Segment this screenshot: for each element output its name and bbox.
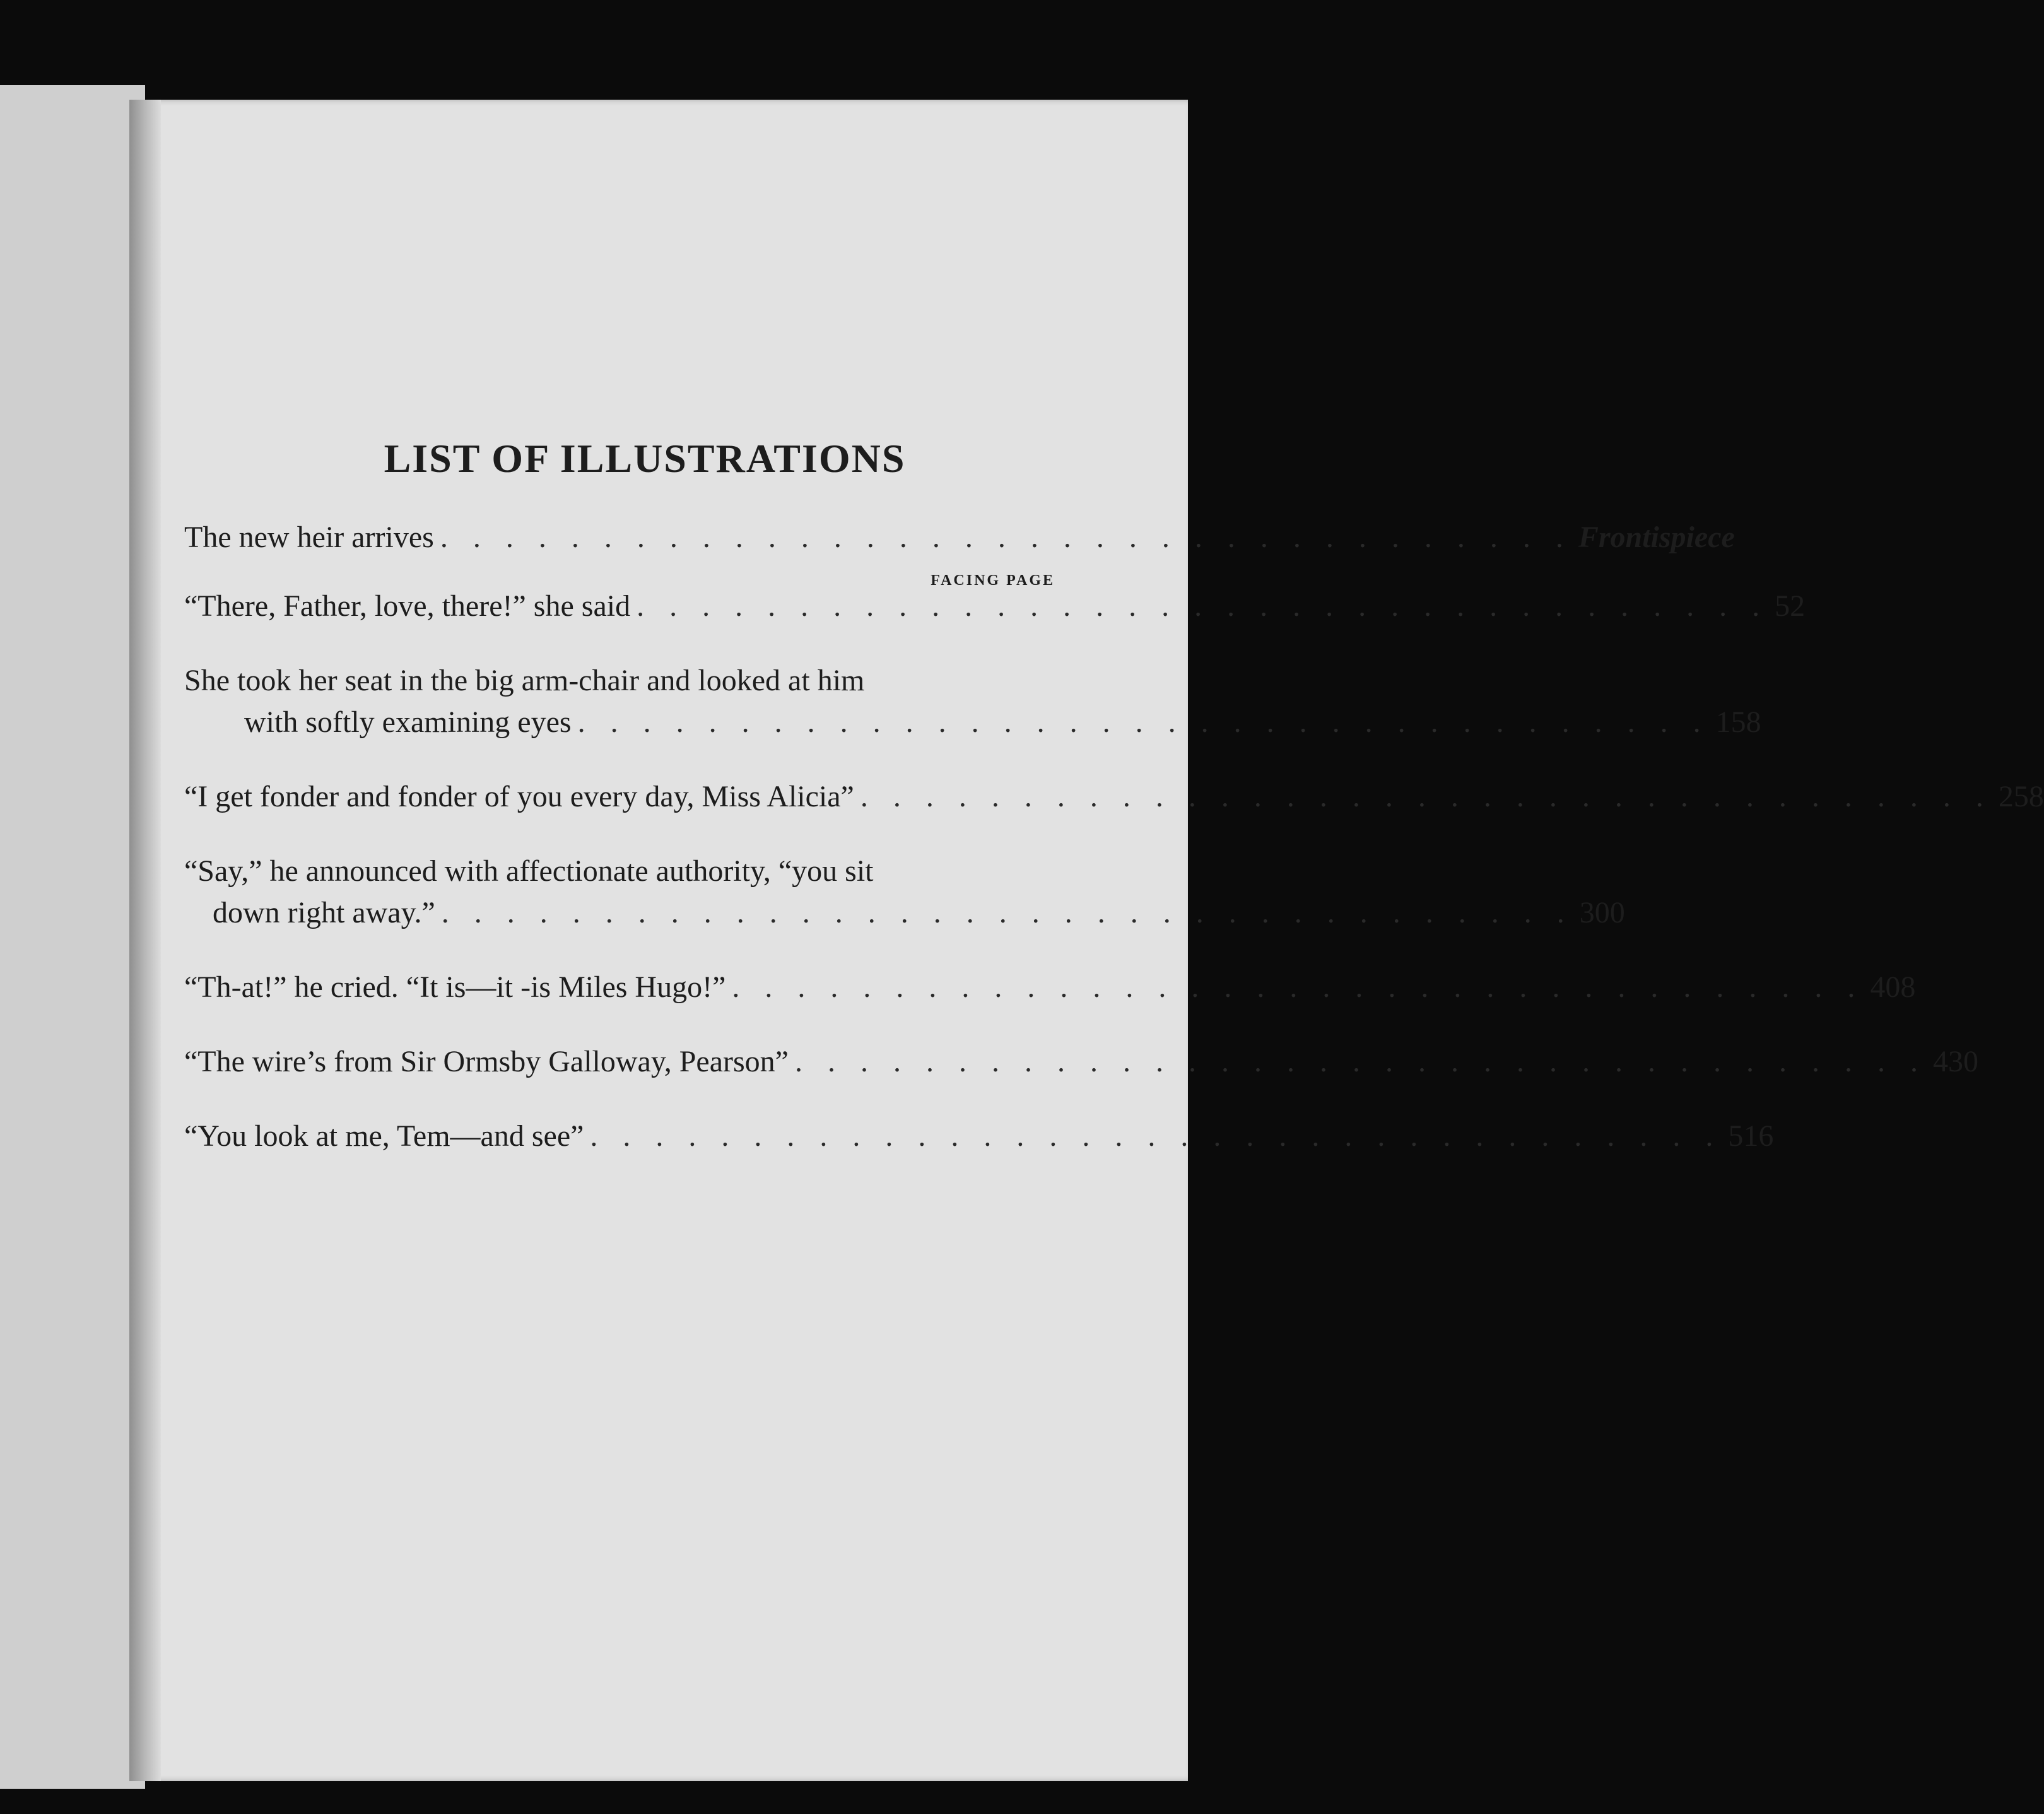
list-entry — [184, 586, 1806, 627]
entry-caption-continued: with softly examining eyes — [244, 705, 572, 739]
entry-caption: She took her seat in the big arm-chair and looked at him — [184, 664, 865, 697]
dot-leader: . . . . . . . . . . . . . . . . . . . . . . . . . . . . . . . . . . . — [440, 521, 1572, 554]
dot-leader: . . . . . . . . . . . . . . . . . . . . . . . . . . . . . . . . . . . — [637, 589, 1769, 623]
dot-leader: . . . . . . . . . . . . . . . . . . . . . . . . . . . . . . . . . . . — [794, 1045, 1927, 1078]
list-entry — [184, 660, 1761, 743]
list-entry — [184, 517, 1735, 558]
dot-leader: . . . . . . . . . . . . . . . . . . . . . . . . . . . . . . . . . . . — [860, 780, 1992, 813]
dot-leader: . . . . . . . . . . . . . . . . . . . . . . . . . . . . . . . . . . . — [577, 705, 1710, 739]
entry-page: 430 — [1932, 1045, 1978, 1078]
entry-page: 258 — [1998, 780, 2044, 813]
entry-caption: “I get fonder and fonder of you every day, Miss Alicia” — [184, 780, 854, 813]
page-edge-left — [0, 85, 145, 1789]
entry-page: 300 — [1579, 896, 1625, 929]
list-entry — [184, 1041, 1978, 1083]
list-entry — [184, 851, 1625, 934]
entry-page: 158 — [1715, 705, 1761, 739]
facing-page-label: FACING PAGE — [931, 572, 1055, 589]
entry-caption: “Say,” he announced with affectionate authority, “you sit — [184, 854, 874, 888]
entry-page: 52 — [1775, 589, 1806, 623]
list-entry — [184, 776, 2044, 818]
entry-caption: The new heir arrives — [184, 521, 434, 554]
list-entry — [184, 967, 1916, 1008]
entry-page: 408 — [1870, 970, 1916, 1004]
dot-leader: . . . . . . . . . . . . . . . . . . . . . . . . . . . . . . . . . . . — [590, 1119, 1722, 1153]
entry-caption: “The wire’s from Sir Ormsby Galloway, Pearson” — [184, 1045, 789, 1078]
entry-caption: “You look at me, Tem—and see” — [184, 1119, 584, 1153]
dot-leader: . . . . . . . . . . . . . . . . . . . . . . . . . . . . . . . . . . . — [732, 970, 1864, 1004]
dot-leader: . . . . . . . . . . . . . . . . . . . . . . . . . . . . . . . . . . . — [441, 896, 1573, 929]
illustrations-list — [184, 435, 2044, 1190]
entry-page: Frontispiece — [1578, 521, 1735, 554]
entry-caption: “Th-at!” he cried. “It is—it -is Miles Hugo!” — [184, 970, 726, 1004]
list-entry — [184, 1116, 1774, 1157]
entry-caption: “There, Father, love, there!” she said — [184, 589, 631, 623]
entry-caption-continued: down right away.” — [213, 896, 435, 929]
page-title: LIST OF ILLUSTRATIONS — [384, 436, 906, 481]
entry-page: 516 — [1728, 1119, 1774, 1153]
book-gutter — [129, 100, 161, 1781]
